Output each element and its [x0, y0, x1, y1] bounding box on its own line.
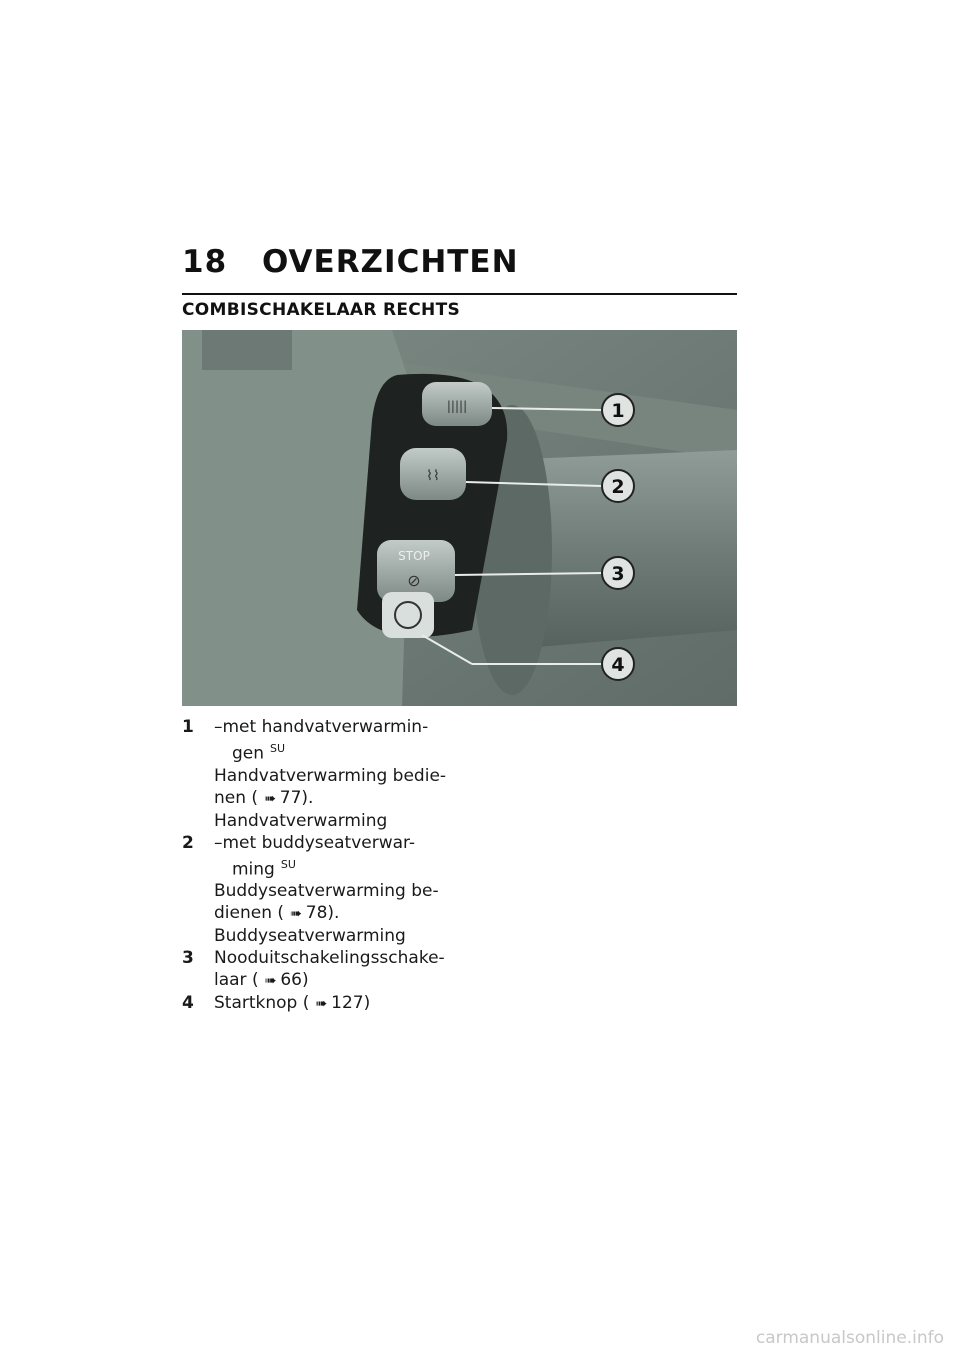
section-title: COMBISCHAKELAAR RECHTS: [182, 300, 461, 320]
page-reference-arrow-icon: ➠: [264, 973, 277, 990]
legend-item-3: [182, 947, 462, 992]
svg-text:4: 4: [611, 654, 625, 676]
paren: (: [251, 787, 259, 808]
legend-text: nen: [214, 787, 247, 808]
legend-text: Handvatverwarming: [214, 810, 388, 831]
legend-text: gen: [232, 743, 265, 764]
legend-text: Startknop: [214, 993, 298, 1014]
svg-text:⊘: ⊘: [407, 571, 421, 590]
legend-number: 4: [182, 993, 194, 1014]
chapter-title: OVERZICHTEN: [262, 244, 519, 280]
svg-text:⌇⌇: ⌇⌇: [426, 468, 440, 484]
page-reference: 127): [331, 993, 371, 1014]
page-reference: 66): [280, 970, 309, 991]
callout-4: [602, 648, 634, 680]
page-reference: 77).: [279, 787, 314, 808]
legend-text: Handvatverwarming bedie-: [214, 765, 447, 786]
housing-detail: [202, 330, 292, 370]
legend-text: –met handvatverwarmin-: [214, 717, 429, 737]
legend-number: 2: [182, 832, 194, 853]
svg-text:1: 1: [611, 400, 625, 422]
legend-text: Buddyseatverwarming be-: [214, 881, 439, 902]
legend-text: dienen: [214, 903, 272, 924]
legend-item-2: [182, 832, 462, 948]
legend-text: –met buddyseatverwar-: [214, 832, 416, 853]
legend-number: 3: [182, 948, 194, 969]
svg-text:3: 3: [611, 563, 625, 585]
handlebar-switch-figure: [182, 330, 737, 706]
switch-illustration: [182, 330, 737, 706]
legend-text: ming: [232, 859, 275, 880]
watermark: carmanualsonline.info: [755, 1328, 944, 1348]
callout-2: [602, 470, 634, 502]
button-4-start: [382, 592, 434, 638]
callout-1: [602, 394, 634, 426]
page-reference-arrow-icon: ➠: [290, 906, 302, 923]
page-reference: 78).: [305, 903, 340, 924]
page-reference-arrow-icon: ➠: [315, 996, 328, 1013]
paren: (: [251, 970, 259, 991]
header-rule: [182, 293, 737, 295]
paren: (: [302, 993, 310, 1014]
svg-text:2: 2: [611, 476, 625, 498]
legend-text: Buddyseatverwarming: [214, 926, 406, 947]
svg-text:|||||: |||||: [446, 399, 468, 413]
su-marker: SU: [270, 742, 286, 755]
callout-3: [602, 557, 634, 589]
paren: (: [277, 903, 285, 924]
legend: [182, 716, 462, 1015]
legend-number: 1: [182, 717, 194, 737]
stop-label: STOP: [398, 549, 430, 563]
legend-item-4: [182, 992, 462, 1015]
legend-text: Nooduitschakelingsschake-: [214, 948, 445, 969]
su-marker: SU: [280, 857, 296, 871]
legend-text: laar: [214, 970, 247, 991]
page-number: 18: [182, 244, 228, 280]
page-header: [182, 244, 737, 280]
page-reference-arrow-icon: ➠: [264, 790, 276, 807]
legend-item-1: [182, 716, 462, 832]
